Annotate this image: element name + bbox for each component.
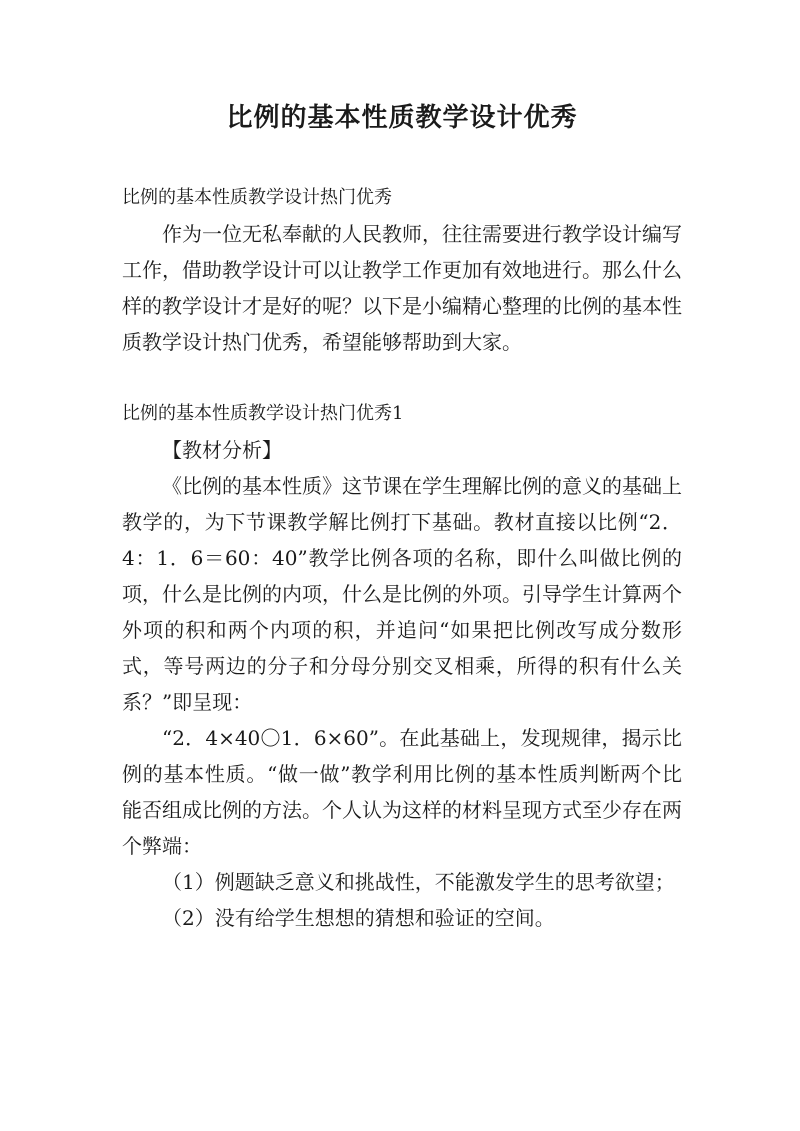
body-paragraph: “2．4×40〇1．6×60”。在此基础上，发现规律，揭示比例的基本性质。“做一做”教学利用比例的基本性质判断两个比能否组成比例的方法。个人认为这样的材料呈现方式至少存在两个弊端： (122, 726, 682, 858)
body-paragraph: 《比例的基本性质》这节课在学生理解比例的意义的基础上教学的，为下节课教学解比例打下基础。教材直接以比例“2．4：1．6＝60：40”教学比例各项的名称，即什么叫做比例的项，什么是比例的内项，什么是比例的外项。引导学生计算两个外项的积和两个内项的积，并追问“如果把比例改写成分数形式，等号两边的分子和分母分别交叉相乘，所得的积有什么关系？”即呈现： (122, 474, 682, 714)
spacer (122, 360, 682, 396)
list-item: （2）没有给学生想想的猜想和验证的空间。 (162, 906, 555, 930)
intro-paragraph: 作为一位无私奉献的人民教师，往往需要进行教学设计编写工作，借助教学设计可以让教学工作更加有效地进行。那么什么样的教学设计才是好的呢？以下是小编精心整理的比例的基本性质教学设计热门优秀，希望能够帮助到大家。 (122, 222, 682, 354)
intro-heading: 比例的基本性质教学设计热门优秀 (122, 187, 392, 208)
document-title: 比例的基本性质教学设计优秀 (226, 103, 578, 133)
section-heading: 比例的基本性质教学设计热门优秀1 (122, 403, 404, 424)
section-subheading: 【教材分析】 (162, 438, 282, 462)
spacer (122, 144, 682, 180)
list-item: （1）例题缺乏意义和挑战性，不能激发学生的思考欲望； (162, 870, 675, 894)
